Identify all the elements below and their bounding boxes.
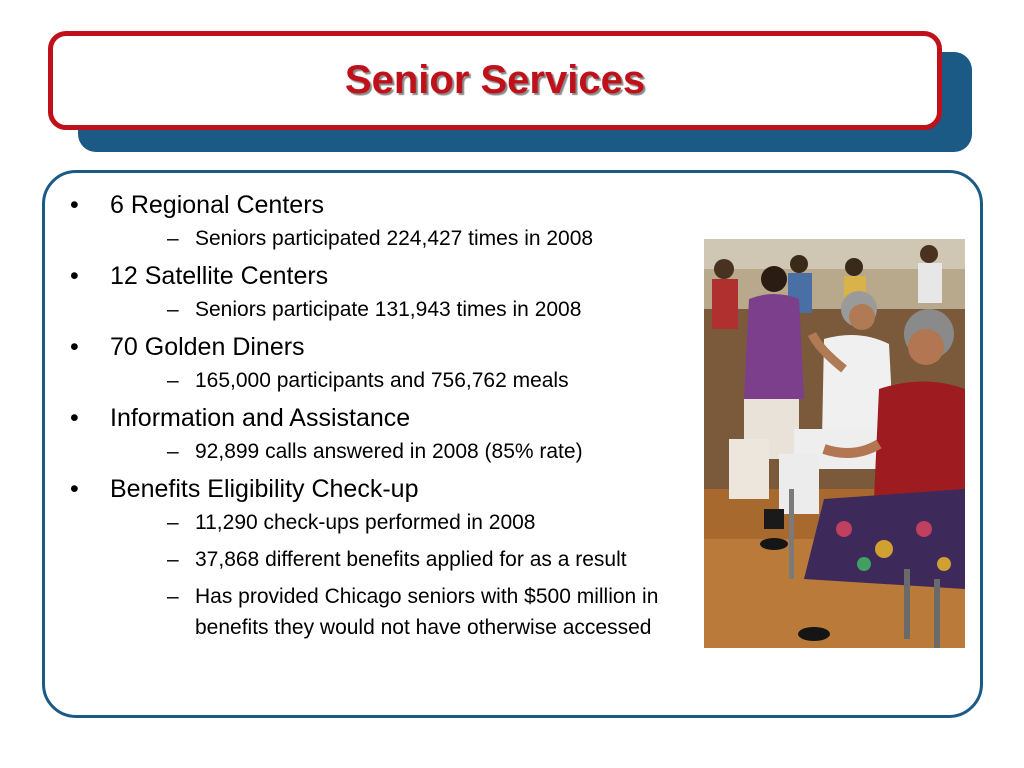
bullet-item <box>70 473 710 643</box>
bullet-item <box>70 189 710 254</box>
bullet-label: Information and Assistance <box>110 404 411 432</box>
sub-bullet-label: 11,290 check-ups performed in 2008 <box>195 511 536 534</box>
slide-title: Senior Services <box>344 58 646 102</box>
bullet-marker: • <box>70 333 79 361</box>
dash-marker: – <box>167 585 179 608</box>
sub-bullet-item <box>110 365 710 396</box>
sub-bullet-item <box>110 294 710 325</box>
sub-bullet-item <box>110 544 710 575</box>
dash-marker: – <box>167 511 179 534</box>
bullet-list <box>70 185 710 649</box>
sub-bullet-item <box>110 581 710 643</box>
sub-bullet-list <box>110 365 710 396</box>
bullet-label: 12 Satellite Centers <box>110 262 329 290</box>
bullet-label: 6 Regional Centers <box>110 191 325 219</box>
sub-bullet-list <box>110 223 710 254</box>
seniors-exercise-photo <box>704 239 965 648</box>
bullet-label: Benefits Eligibility Check-up <box>110 475 419 503</box>
title-banner <box>48 31 942 130</box>
bullet-marker: • <box>70 191 79 219</box>
bullet-item <box>70 260 710 325</box>
dash-marker: – <box>167 369 179 392</box>
dash-marker: – <box>167 548 179 571</box>
sub-bullet-item <box>110 223 710 254</box>
sub-bullet-label: 165,000 participants and 756,762 meals <box>195 369 569 392</box>
bullet-marker: • <box>70 404 79 432</box>
sub-bullet-item <box>110 436 710 467</box>
dash-marker: – <box>167 298 179 321</box>
bullet-item <box>70 402 710 467</box>
sub-bullet-list <box>110 436 710 467</box>
bullet-item <box>70 331 710 396</box>
sub-bullet-list <box>110 294 710 325</box>
sub-bullet-label: Seniors participated 224,427 times in 2008 <box>195 227 594 250</box>
dash-marker: – <box>167 440 179 463</box>
sub-bullet-label: 37,868 different benefits applied for as a result <box>195 548 627 571</box>
bullet-marker: • <box>70 475 79 503</box>
sub-bullet-label: Seniors participate 131,943 times in 2008 <box>195 298 582 321</box>
sub-bullet-item <box>110 507 710 538</box>
sub-bullet-list <box>110 507 710 643</box>
photo-illustration <box>704 239 965 648</box>
bullet-marker: • <box>70 262 79 290</box>
bullet-label: 70 Golden Diners <box>110 333 305 361</box>
dash-marker: – <box>167 227 179 250</box>
sub-bullet-label: 92,899 calls answered in 2008 (85% rate) <box>195 440 583 463</box>
sub-bullet-label: Has provided Chicago seniors with $500 million in benefits they would not have otherwise accessed <box>195 585 659 639</box>
